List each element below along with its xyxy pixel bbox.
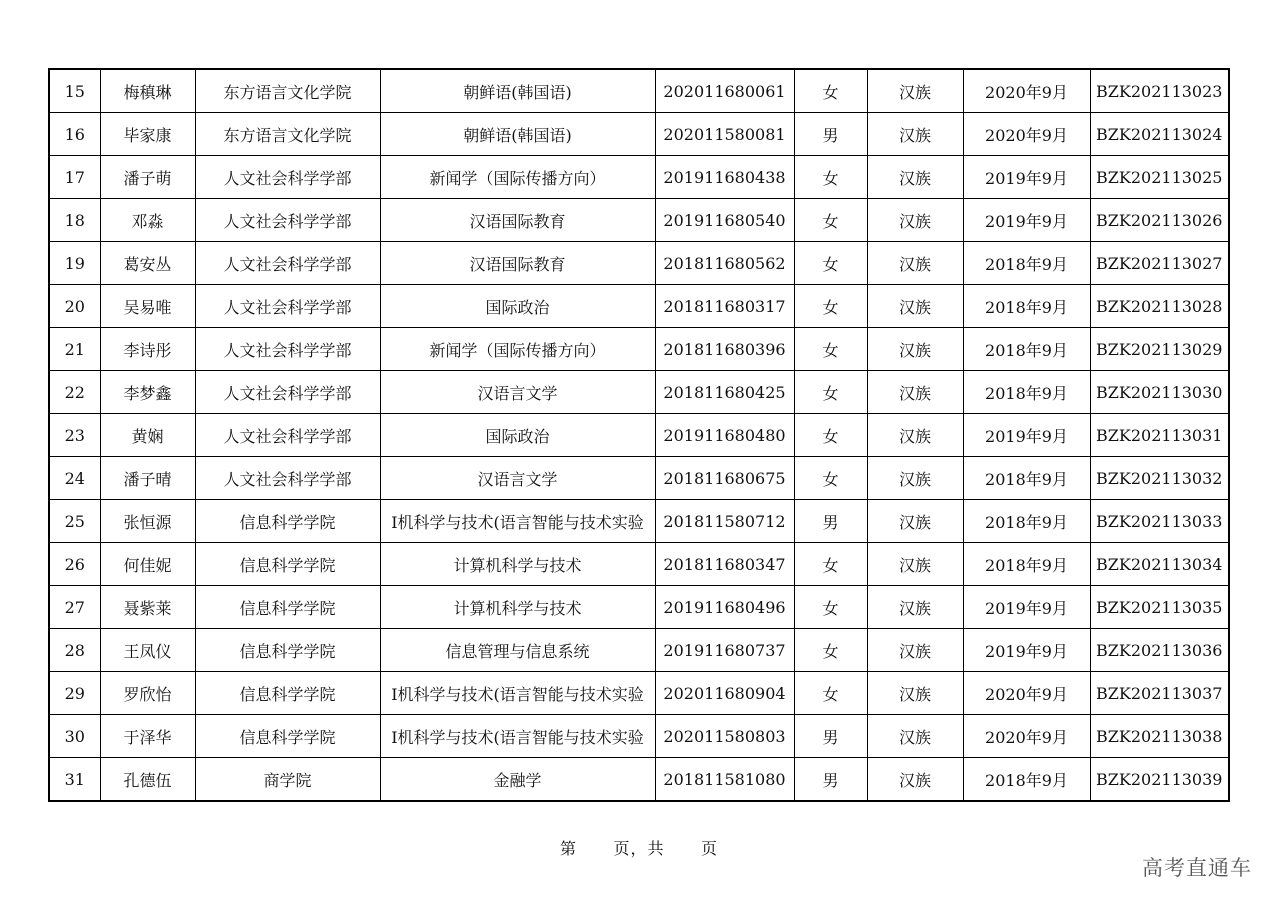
- table-row: [49, 500, 1229, 543]
- major-cell: I机科学与技术(语言智能与技术实验: [380, 500, 655, 543]
- page-number-footer: 第 页，共 页: [560, 839, 719, 858]
- row-number-cell: 26: [49, 543, 100, 586]
- row-number-cell: 31: [49, 758, 100, 802]
- student-name-cell: 黄娴: [100, 414, 195, 457]
- student-id-cell: 201911680540: [655, 199, 794, 242]
- college-cell: 信息科学学院: [195, 543, 380, 586]
- ethnicity-cell: 汉族: [867, 242, 963, 285]
- certificate-number-cell: BZK202113026: [1090, 199, 1229, 242]
- student-id-cell: 202011680061: [655, 69, 794, 113]
- gender-cell: 女: [794, 629, 867, 672]
- row-number-cell: 29: [49, 672, 100, 715]
- student-name-cell: 李诗彤: [100, 328, 195, 371]
- row-number-cell: 24: [49, 457, 100, 500]
- certificate-number-cell: BZK202113038: [1090, 715, 1229, 758]
- enrollment-date-cell: 2019年9月: [963, 629, 1090, 672]
- table-row: [49, 371, 1229, 414]
- gender-cell: 男: [794, 113, 867, 156]
- ethnicity-cell: 汉族: [867, 414, 963, 457]
- table-row: [49, 156, 1229, 199]
- ethnicity-cell: 汉族: [867, 457, 963, 500]
- ethnicity-cell: 汉族: [867, 543, 963, 586]
- gender-cell: 女: [794, 285, 867, 328]
- row-number-cell: 22: [49, 371, 100, 414]
- major-cell: 信息管理与信息系统: [380, 629, 655, 672]
- table-row: [49, 629, 1229, 672]
- college-cell: 信息科学学院: [195, 586, 380, 629]
- major-cell: 国际政治: [380, 414, 655, 457]
- student-id-cell: 201811680317: [655, 285, 794, 328]
- certificate-number-cell: BZK202113024: [1090, 113, 1229, 156]
- enrollment-date-cell: 2018年9月: [963, 328, 1090, 371]
- student-name-cell: 王凤仪: [100, 629, 195, 672]
- enrollment-date-cell: 2020年9月: [963, 715, 1090, 758]
- gender-cell: 男: [794, 758, 867, 802]
- major-cell: 朝鲜语(韩国语): [380, 113, 655, 156]
- certificate-number-cell: BZK202113036: [1090, 629, 1229, 672]
- student-name-cell: 潘子萌: [100, 156, 195, 199]
- ethnicity-cell: 汉族: [867, 113, 963, 156]
- certificate-number-cell: BZK202113034: [1090, 543, 1229, 586]
- table-row: [49, 457, 1229, 500]
- certificate-number-cell: BZK202113033: [1090, 500, 1229, 543]
- college-cell: 东方语言文化学院: [195, 113, 380, 156]
- college-cell: 人文社会科学学部: [195, 156, 380, 199]
- student-name-cell: 邓淼: [100, 199, 195, 242]
- enrollment-date-cell: 2018年9月: [963, 242, 1090, 285]
- student-roster-table: [48, 68, 1230, 802]
- enrollment-date-cell: 2019年9月: [963, 156, 1090, 199]
- college-cell: 信息科学学院: [195, 672, 380, 715]
- student-id-cell: 201811680425: [655, 371, 794, 414]
- row-number-cell: 27: [49, 586, 100, 629]
- enrollment-date-cell: 2019年9月: [963, 199, 1090, 242]
- table-row: [49, 199, 1229, 242]
- major-cell: 朝鲜语(韩国语): [380, 69, 655, 113]
- enrollment-date-cell: 2019年9月: [963, 414, 1090, 457]
- gender-cell: 女: [794, 457, 867, 500]
- table-row: [49, 758, 1229, 802]
- student-name-cell: 梅稹琳: [100, 69, 195, 113]
- major-cell: I机科学与技术(语言智能与技术实验: [380, 715, 655, 758]
- row-number-cell: 15: [49, 69, 100, 113]
- student-id-cell: 202011680904: [655, 672, 794, 715]
- ethnicity-cell: 汉族: [867, 672, 963, 715]
- enrollment-date-cell: 2020年9月: [963, 113, 1090, 156]
- certificate-number-cell: BZK202113039: [1090, 758, 1229, 802]
- certificate-number-cell: BZK202113035: [1090, 586, 1229, 629]
- ethnicity-cell: 汉族: [867, 285, 963, 328]
- row-number-cell: 18: [49, 199, 100, 242]
- row-number-cell: 21: [49, 328, 100, 371]
- row-number-cell: 20: [49, 285, 100, 328]
- college-cell: 人文社会科学学部: [195, 414, 380, 457]
- ethnicity-cell: 汉族: [867, 500, 963, 543]
- student-name-cell: 李梦鑫: [100, 371, 195, 414]
- certificate-number-cell: BZK202113030: [1090, 371, 1229, 414]
- row-number-cell: 19: [49, 242, 100, 285]
- college-cell: 人文社会科学学部: [195, 242, 380, 285]
- table-row: [49, 69, 1229, 113]
- student-id-cell: 201811680675: [655, 457, 794, 500]
- student-id-cell: 201811680347: [655, 543, 794, 586]
- student-name-cell: 吴易唯: [100, 285, 195, 328]
- watermark-logo-text: 高考直通车: [1142, 856, 1252, 880]
- major-cell: 新闻学（国际传播方向）: [380, 156, 655, 199]
- college-cell: 东方语言文化学院: [195, 69, 380, 113]
- enrollment-date-cell: 2018年9月: [963, 285, 1090, 328]
- certificate-number-cell: BZK202113023: [1090, 69, 1229, 113]
- certificate-number-cell: BZK202113037: [1090, 672, 1229, 715]
- row-number-cell: 28: [49, 629, 100, 672]
- gender-cell: 女: [794, 371, 867, 414]
- enrollment-date-cell: 2018年9月: [963, 371, 1090, 414]
- certificate-number-cell: BZK202113032: [1090, 457, 1229, 500]
- college-cell: 人文社会科学学部: [195, 328, 380, 371]
- gender-cell: 女: [794, 414, 867, 457]
- college-cell: 信息科学学院: [195, 715, 380, 758]
- student-id-cell: 201811680396: [655, 328, 794, 371]
- gender-cell: 女: [794, 328, 867, 371]
- gender-cell: 女: [794, 156, 867, 199]
- table-row: [49, 586, 1229, 629]
- student-name-cell: 潘子晴: [100, 457, 195, 500]
- student-id-cell: 201811680562: [655, 242, 794, 285]
- table-row: [49, 285, 1229, 328]
- table-row: [49, 543, 1229, 586]
- student-name-cell: 于泽华: [100, 715, 195, 758]
- major-cell: 汉语言文学: [380, 457, 655, 500]
- student-name-cell: 葛安丛: [100, 242, 195, 285]
- gender-cell: 女: [794, 672, 867, 715]
- college-cell: 人文社会科学学部: [195, 457, 380, 500]
- certificate-number-cell: BZK202113028: [1090, 285, 1229, 328]
- college-cell: 信息科学学院: [195, 500, 380, 543]
- ethnicity-cell: 汉族: [867, 328, 963, 371]
- enrollment-date-cell: 2018年9月: [963, 543, 1090, 586]
- college-cell: 人文社会科学学部: [195, 199, 380, 242]
- certificate-number-cell: BZK202113027: [1090, 242, 1229, 285]
- student-id-cell: 202011580081: [655, 113, 794, 156]
- ethnicity-cell: 汉族: [867, 758, 963, 802]
- certificate-number-cell: BZK202113031: [1090, 414, 1229, 457]
- table-body: [49, 69, 1229, 801]
- enrollment-date-cell: 2020年9月: [963, 69, 1090, 113]
- row-number-cell: 17: [49, 156, 100, 199]
- table-row: [49, 242, 1229, 285]
- row-number-cell: 23: [49, 414, 100, 457]
- student-id-cell: 201811580712: [655, 500, 794, 543]
- major-cell: 金融学: [380, 758, 655, 802]
- major-cell: 国际政治: [380, 285, 655, 328]
- enrollment-date-cell: 2018年9月: [963, 457, 1090, 500]
- college-cell: 商学院: [195, 758, 380, 802]
- row-number-cell: 16: [49, 113, 100, 156]
- student-id-cell: 201911680438: [655, 156, 794, 199]
- row-number-cell: 25: [49, 500, 100, 543]
- gender-cell: 女: [794, 543, 867, 586]
- major-cell: I机科学与技术(语言智能与技术实验: [380, 672, 655, 715]
- table-row: [49, 414, 1229, 457]
- student-name-cell: 孔德伍: [100, 758, 195, 802]
- major-cell: 计算机科学与技术: [380, 543, 655, 586]
- table-row: [49, 328, 1229, 371]
- gender-cell: 女: [794, 242, 867, 285]
- major-cell: 新闻学（国际传播方向）: [380, 328, 655, 371]
- row-number-cell: 30: [49, 715, 100, 758]
- gender-cell: 女: [794, 586, 867, 629]
- major-cell: 计算机科学与技术: [380, 586, 655, 629]
- student-name-cell: 张恒源: [100, 500, 195, 543]
- student-name-cell: 聂紫莱: [100, 586, 195, 629]
- student-id-cell: 201911680737: [655, 629, 794, 672]
- enrollment-date-cell: 2019年9月: [963, 586, 1090, 629]
- ethnicity-cell: 汉族: [867, 586, 963, 629]
- gender-cell: 女: [794, 69, 867, 113]
- gender-cell: 女: [794, 199, 867, 242]
- student-name-cell: 何佳妮: [100, 543, 195, 586]
- enrollment-date-cell: 2020年9月: [963, 672, 1090, 715]
- ethnicity-cell: 汉族: [867, 629, 963, 672]
- ethnicity-cell: 汉族: [867, 156, 963, 199]
- certificate-number-cell: BZK202113029: [1090, 328, 1229, 371]
- ethnicity-cell: 汉族: [867, 199, 963, 242]
- student-id-cell: 201911680496: [655, 586, 794, 629]
- enrollment-date-cell: 2018年9月: [963, 758, 1090, 802]
- certificate-number-cell: BZK202113025: [1090, 156, 1229, 199]
- major-cell: 汉语国际教育: [380, 199, 655, 242]
- ethnicity-cell: 汉族: [867, 69, 963, 113]
- ethnicity-cell: 汉族: [867, 715, 963, 758]
- ethnicity-cell: 汉族: [867, 371, 963, 414]
- table-row: [49, 113, 1229, 156]
- college-cell: 人文社会科学学部: [195, 285, 380, 328]
- college-cell: 信息科学学院: [195, 629, 380, 672]
- gender-cell: 男: [794, 715, 867, 758]
- table-row: [49, 715, 1229, 758]
- table-row: [49, 672, 1229, 715]
- gender-cell: 男: [794, 500, 867, 543]
- student-id-cell: 202011580803: [655, 715, 794, 758]
- student-id-cell: 201811581080: [655, 758, 794, 802]
- major-cell: 汉语国际教育: [380, 242, 655, 285]
- student-name-cell: 毕家康: [100, 113, 195, 156]
- college-cell: 人文社会科学学部: [195, 371, 380, 414]
- student-id-cell: 201911680480: [655, 414, 794, 457]
- enrollment-date-cell: 2018年9月: [963, 500, 1090, 543]
- major-cell: 汉语言文学: [380, 371, 655, 414]
- student-name-cell: 罗欣怡: [100, 672, 195, 715]
